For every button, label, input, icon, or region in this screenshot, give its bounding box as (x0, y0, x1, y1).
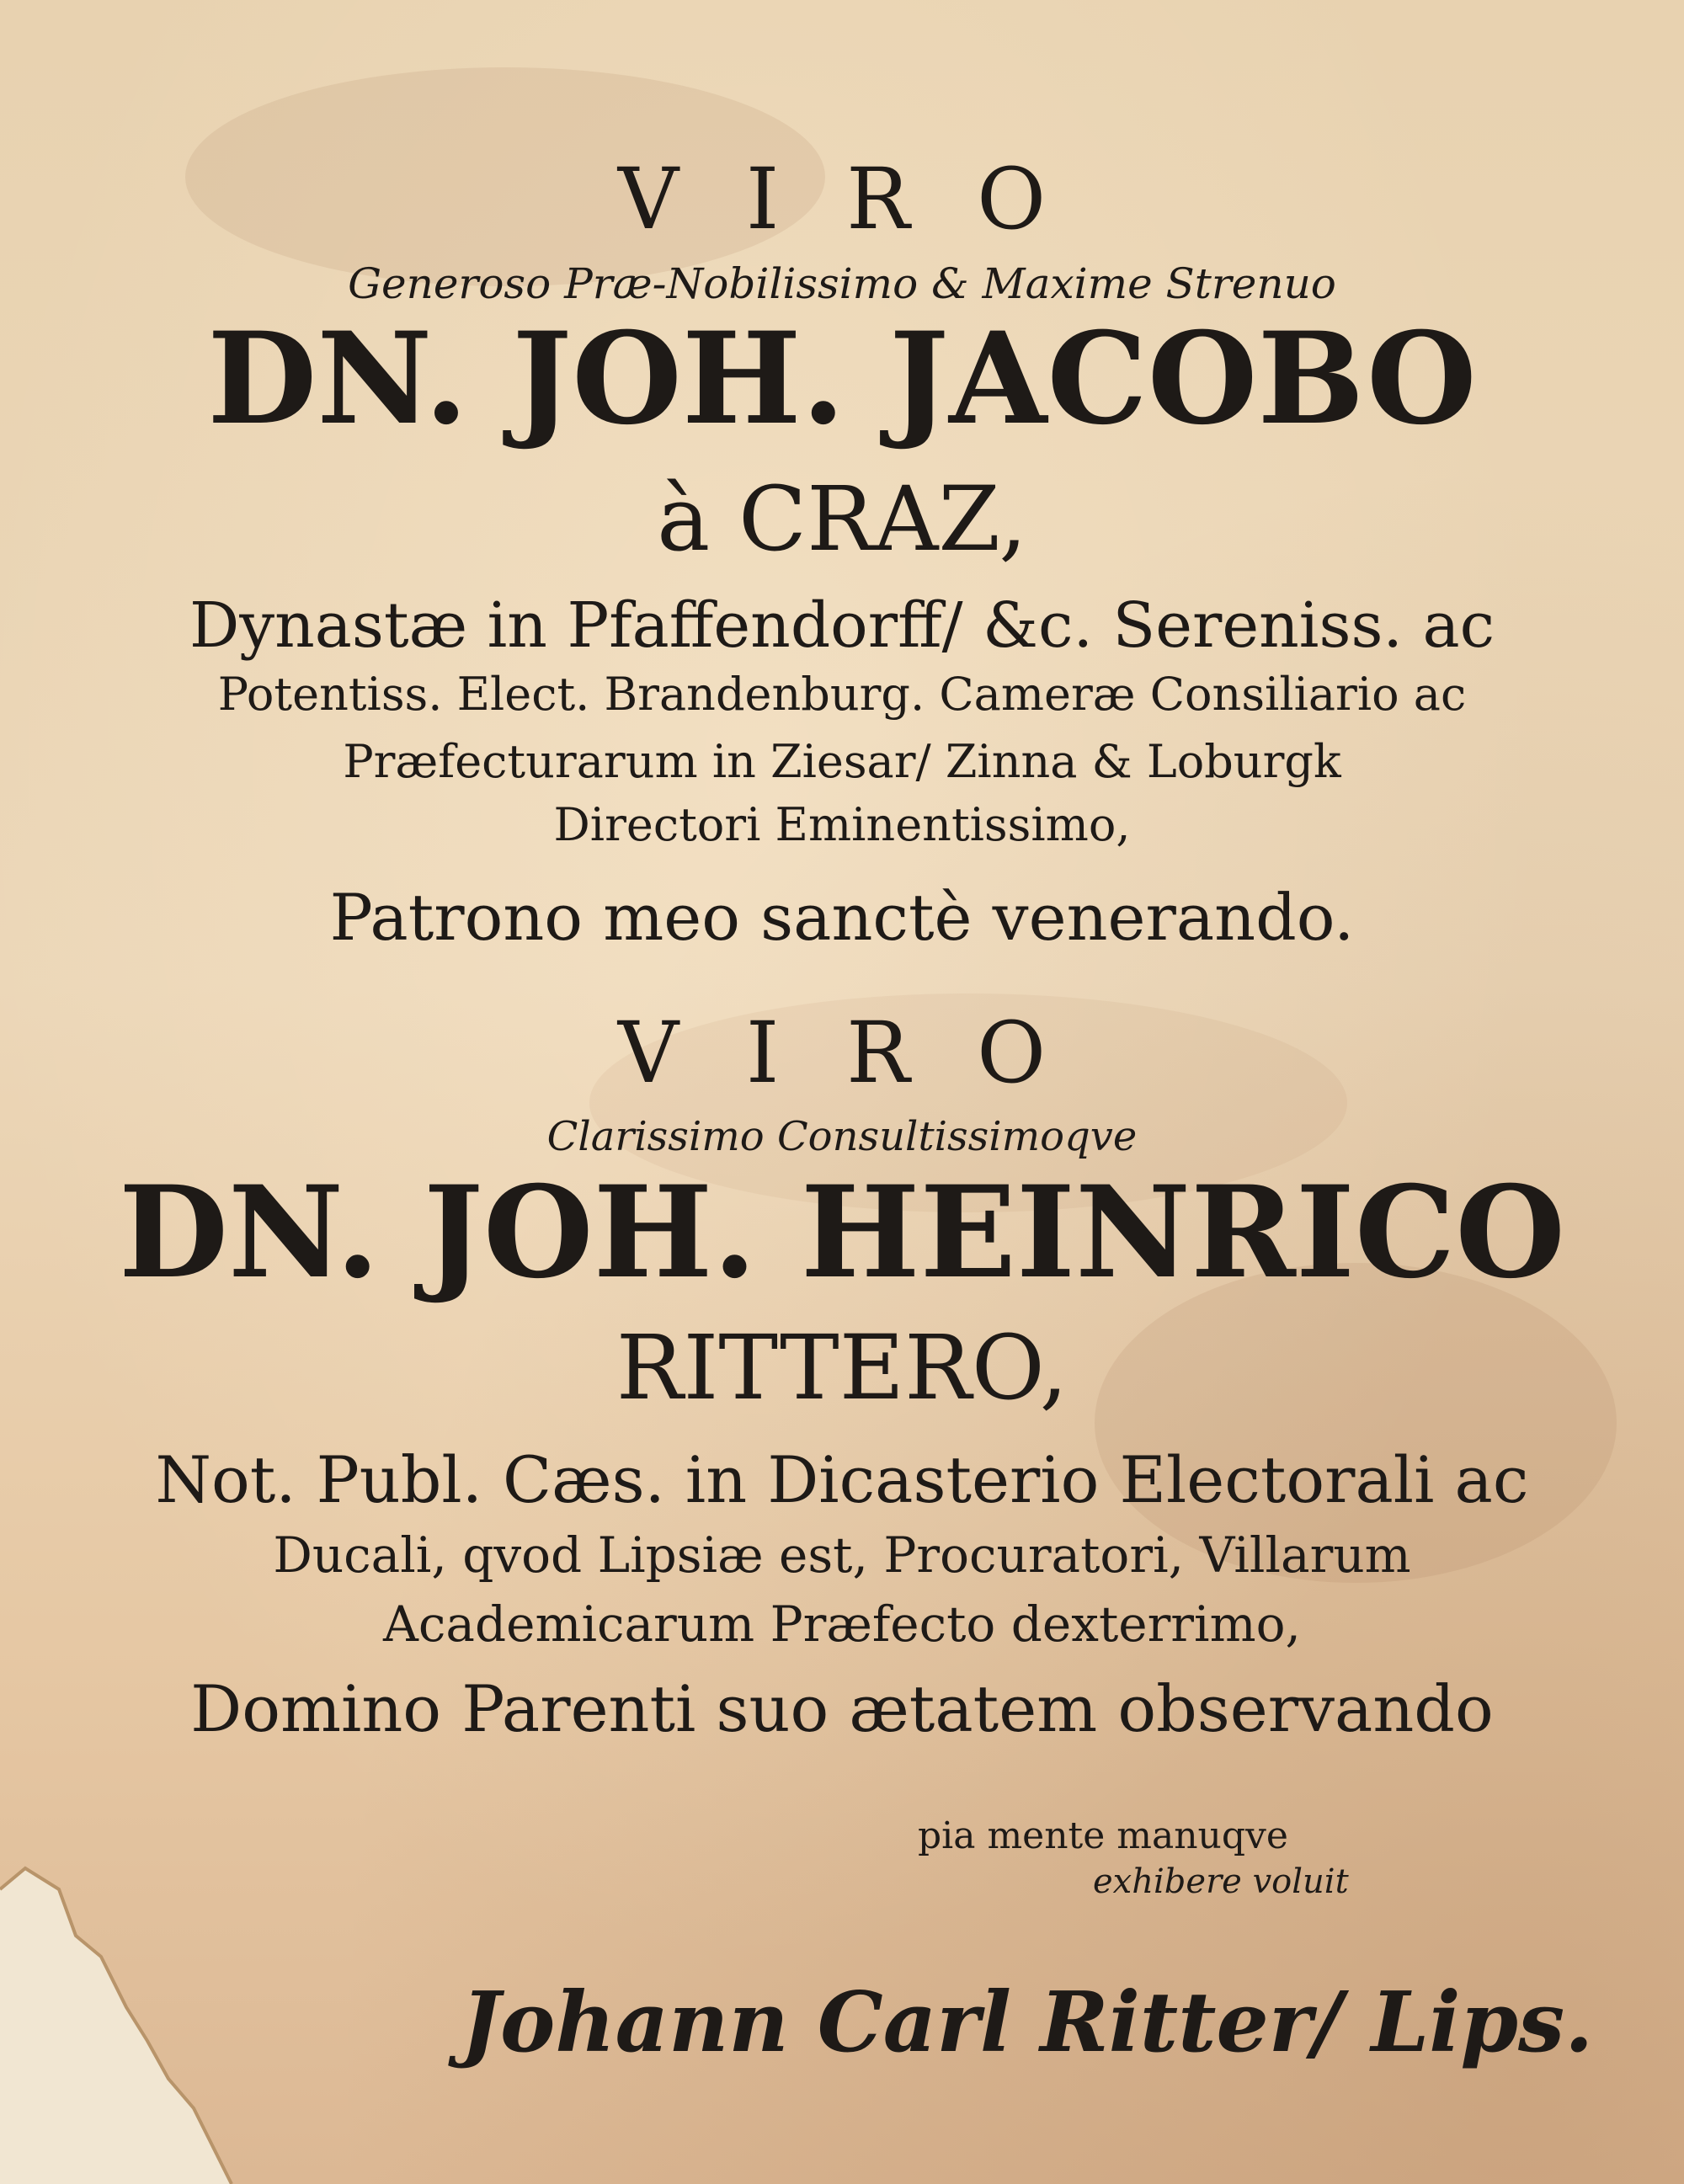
epithet-1: Generoso Præ-Nobilissimo & Maxime Strenuo (348, 259, 1336, 308)
dedicatee-family-2: RITTERO, (616, 1316, 1068, 1420)
torn-corner-image (0, 1788, 303, 2184)
title-line-1-3: Præfecturarum in Ziesar/ Zinna & Loburgk (343, 735, 1341, 788)
title-line-1-2: Potentiss. Elect. Brandenburg. Cameræ Consiliario ac (217, 668, 1467, 721)
title-line-2-2: Ducali, qvod Lipsiæ est, Procuratori, Villarum (273, 1526, 1411, 1584)
epithet-2: Clarissimo Consultissimoqve (546, 1113, 1138, 1160)
title-line-2-3: Academicarum Præfecto dexterrimo, (383, 1595, 1301, 1653)
title-line-2-1: Not. Publ. Cæs. in Dicasterio Electorali ac (155, 1442, 1529, 1517)
closing-1: Patrono meo sanctè venerando. (329, 880, 1355, 955)
title-line-1-4: Directori Eminentissimo, (553, 798, 1131, 851)
title-line-1-1: Dynastæ in Pfaffendorff/ &c. Sereniss. ac (189, 589, 1495, 662)
dedicatee-name-1: DN. JOH. JACOBO (207, 305, 1477, 453)
subscription-line-2: exhibere voluit (1093, 1862, 1349, 1901)
dedicatee-name-2: DN. JOH. HEINRICO (118, 1159, 1566, 1307)
closing-2: Domino Parenti suo ætatem observando (190, 1671, 1494, 1746)
viro-heading-1: V I R O (617, 150, 1067, 248)
viro-heading-2: V I R O (617, 1004, 1067, 1102)
author-signature: Johann Carl Ritter/ Lips. (461, 1974, 1594, 2071)
dedicatee-family-1: à CRAZ, (657, 467, 1027, 571)
subscription-line-1: pia mente manuqve (918, 1814, 1288, 1857)
